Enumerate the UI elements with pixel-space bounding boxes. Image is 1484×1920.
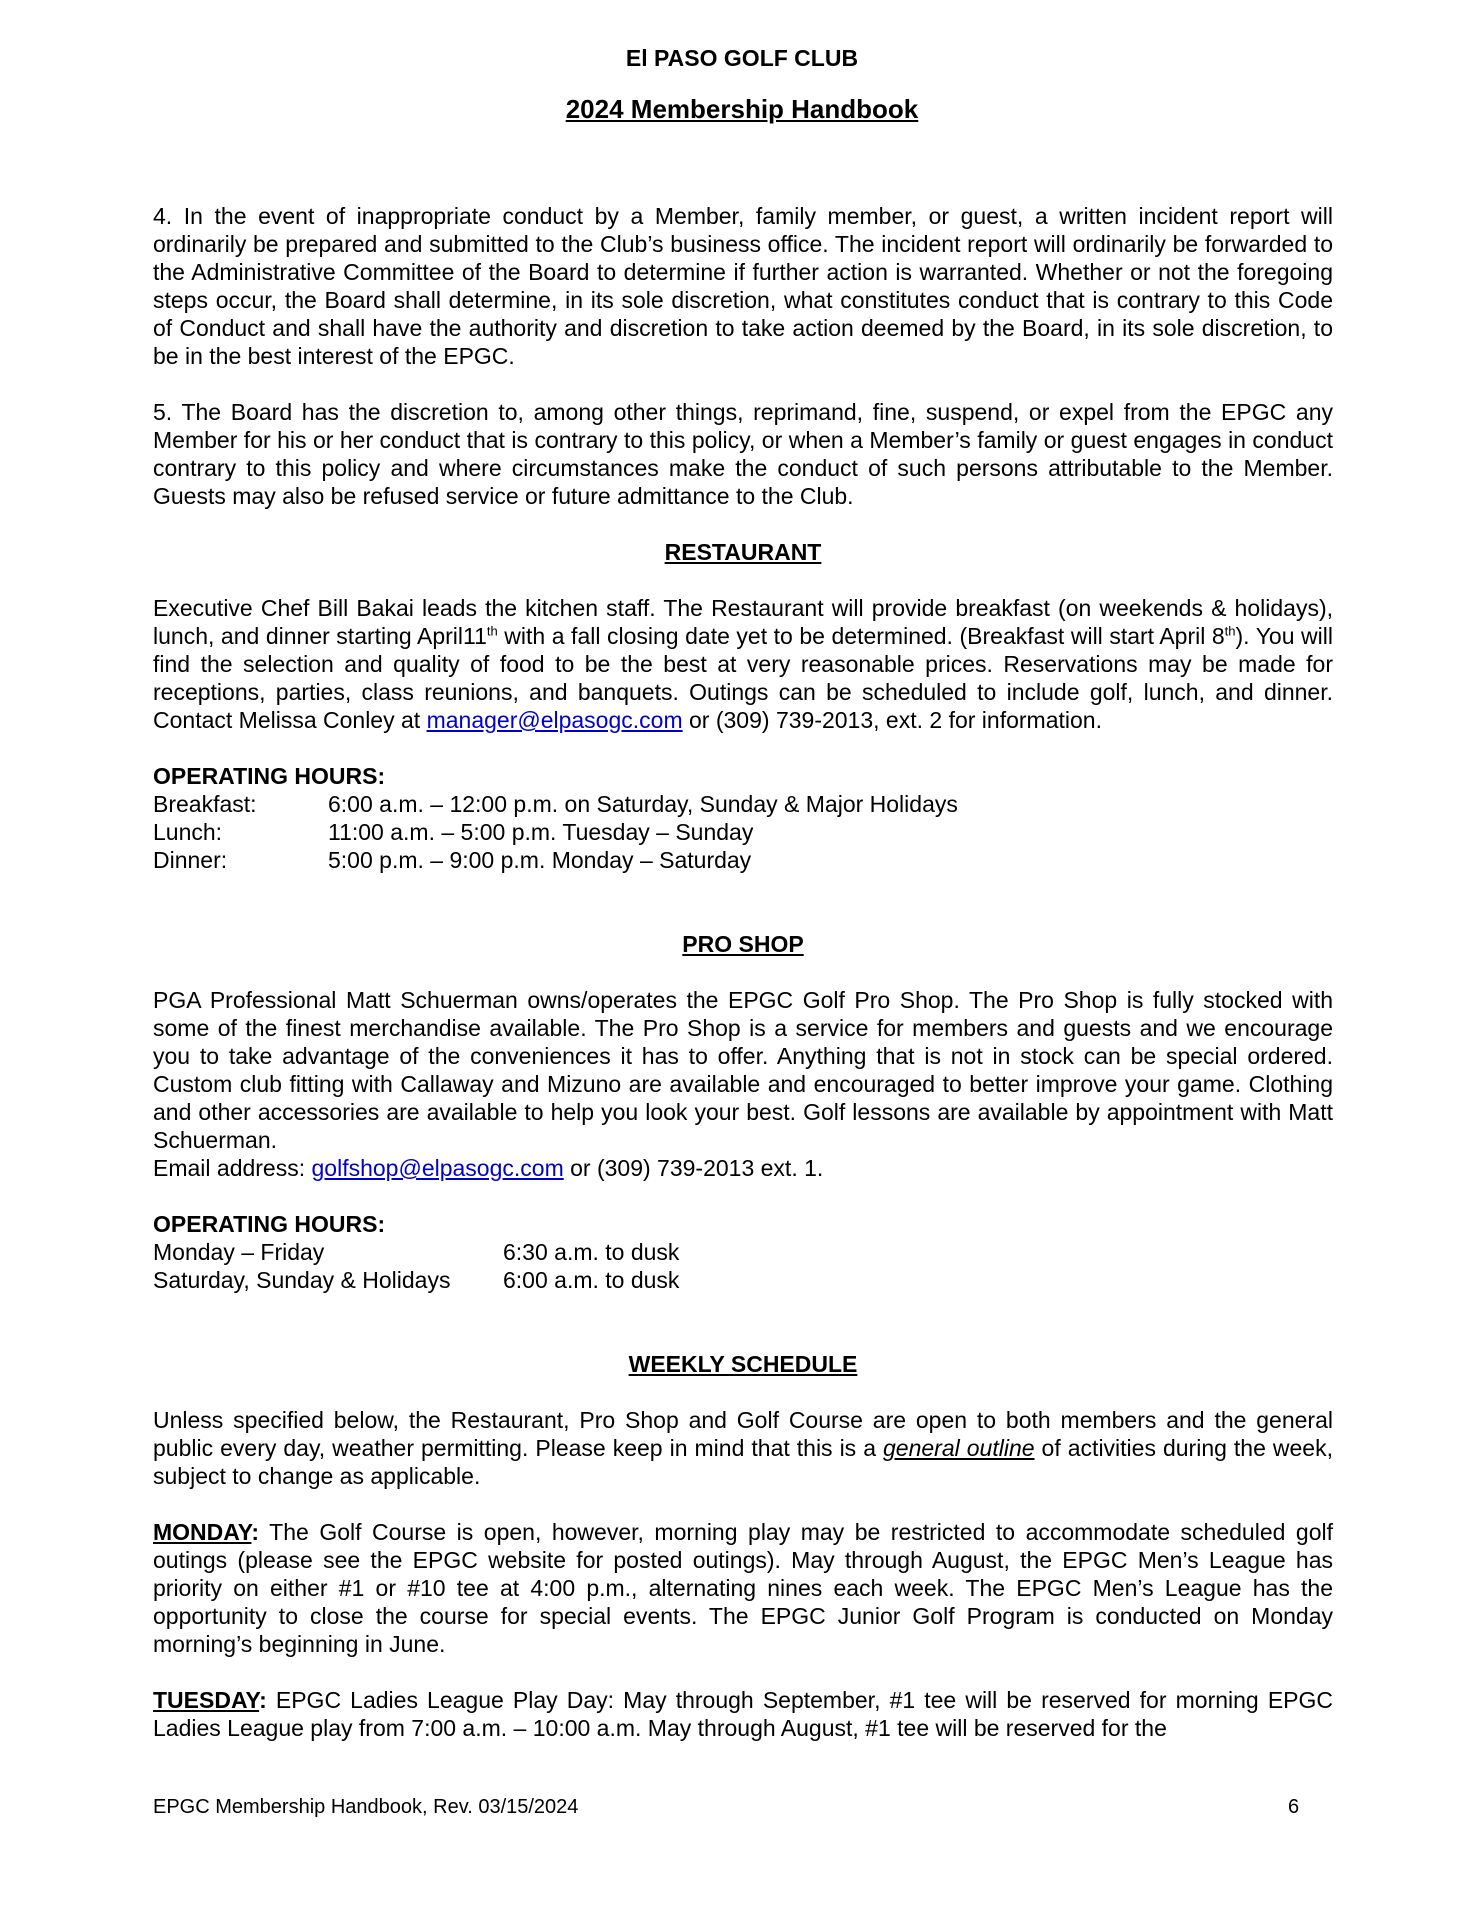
restaurant-heading: RESTAURANT: [664, 539, 822, 565]
hours-days: Saturday, Sunday & Holidays: [153, 1267, 451, 1293]
hours-time: 6:30 a.m. to dusk: [503, 1239, 680, 1265]
weekly-intro-paragraph: [153, 1406, 1333, 1490]
restaurant-text-1: Executive Chef Bill Bakai leads the kitchen staff. The Restaurant will provide breakfast (on weekends & holidays), lunch, and dinner starting April11: [153, 595, 1333, 649]
monday-label: MONDAY: [153, 1519, 252, 1545]
meal-time: 11:00 a.m. – 5:00 p.m. Tuesday – Sunday: [328, 819, 754, 845]
pro-shop-hours-label: OPERATING HOURS:: [153, 1211, 386, 1237]
tuesday-colon: :: [259, 1687, 267, 1713]
weekly-schedule-heading: WEEKLY SCHEDULE: [628, 1351, 858, 1377]
pro-shop-email-suffix: or (309) 739-2013 ext. 1.: [563, 1155, 824, 1181]
restaurant-hours-row: [153, 818, 1333, 846]
weekly-intro-2: of activities during the week, subject to change as applicable.: [153, 1435, 1333, 1489]
restaurant-paragraph: [153, 594, 1333, 734]
monday-colon: :: [251, 1519, 260, 1545]
pro-shop-hours-row: [153, 1238, 1333, 1266]
restaurant-text-3: ). You will find the selection and quality of food to be the best at very reasonable prices. Reservations may be made for receptions, parties, class reunions, and banquets. Outings can be scheduled to include golf, lunch, and dinner. Contact Melissa Conley at: [153, 623, 1333, 733]
restaurant-text-4: or (309) 739-2013, ext. 2 for information.: [682, 707, 1102, 733]
restaurant-hours-row: [153, 790, 1333, 818]
pro-shop-hours-row: [153, 1266, 1333, 1294]
conduct-paragraph-5: 5. The Board has the discretion to, among other things, reprimand, fine, suspend, or expel from the EPGC any Member for his or her conduct that is contrary to this policy, or when a Member’s family or guest engages in conduct contrary to this policy and where circumstances make the conduct of such persons attributable to the Member. Guests may also be refused service or future admittance to the Club.: [153, 399, 1333, 509]
handbook-title: 2024 Membership Handbook: [565, 94, 919, 124]
tuesday-label: TUESDAY: [153, 1687, 260, 1713]
meal-time: 5:00 p.m. – 9:00 p.m. Monday – Saturday: [328, 847, 752, 873]
restaurant-hours-label: OPERATING HOURS:: [153, 763, 386, 789]
meal-label: Lunch:: [153, 819, 223, 845]
restaurant-text-2: with a fall closing date yet to be determined. (Breakfast will start April 8: [497, 623, 1225, 649]
restaurant-sup-2: th: [1224, 623, 1236, 639]
hours-days: Monday – Friday: [153, 1239, 325, 1265]
monday-text: The Golf Course is open, however, morning play may be restricted to accommodate scheduled golf outings (please see the EPGC website for posted outings). May through August, the EPGC Men’s League has priority on either #1 or #10 tee at 4:00 p.m., alternating nines each week. The EPGC Men’s League has the opportunity to close the course for special events. The EPGC Junior Golf Program is conducted on Monday morning’s beginning in June.: [153, 1519, 1333, 1657]
restaurant-hours-row: [153, 846, 1333, 874]
pro-shop-email-line: [153, 1154, 1333, 1182]
hours-time: 6:00 a.m. to dusk: [503, 1267, 680, 1293]
meal-label: Dinner:: [153, 847, 228, 873]
page-content: [153, 202, 1333, 1742]
tuesday-paragraph: [153, 1686, 1333, 1742]
pro-shop-email-label: Email address:: [153, 1155, 312, 1181]
pro-shop-paragraph: PGA Professional Matt Schuerman owns/operates the EPGC Golf Pro Shop. The Pro Shop is fully stocked with some of the finest merchandise available. The Pro Shop is a service for members and guests and we encourage you to take advantage of the conveniences it has to offer. Anything that is not in stock can be special ordered. Custom club fitting with Callaway and Mizuno are available and encouraged to better improve your game. Clothing and other accessories are available to help you look your best. Golf lessons are available by appointment with Matt Schuerman.: [153, 987, 1333, 1153]
footer-revision: EPGC Membership Handbook, Rev. 03/15/2024: [153, 1796, 579, 1818]
monday-paragraph: [153, 1518, 1333, 1658]
pro-shop-heading: PRO SHOP: [682, 931, 804, 957]
meal-label: Breakfast:: [153, 791, 257, 817]
conduct-paragraph-4: 4. In the event of inappropriate conduct by a Member, family member, or guest, a written incident report will ordinarily be prepared and submitted to the Club’s business office. The incident report will ordinarily be forwarded to the Administrative Committee of the Board to determine if further action is warranted. Whether or not the foregoing steps occur, the Board shall determine, in its sole discretion, what constitutes conduct that is contrary to this Code of Conduct and shall have the authority and discretion to take action deemed by the Board, in its sole discretion, to be in the best interest of the EPGC.: [153, 203, 1333, 369]
tuesday-text: EPGC Ladies League Play Day: May through September, #1 tee will be reserved for morning EPGC Ladies League play from 7:00 a.m. – 10:00 a.m. May through August, #1 tee will be reserved for the: [153, 1687, 1333, 1741]
meal-time: 6:00 a.m. – 12:00 p.m. on Saturday, Sunday & Major Holidays: [328, 791, 958, 817]
page-number: 6: [1288, 1796, 1300, 1818]
restaurant-email-link[interactable]: manager@elpasogc.com: [426, 707, 683, 733]
weekly-intro-emphasis: general outline: [883, 1435, 1035, 1461]
pro-shop-email-link[interactable]: golfshop@elpasogc.com: [311, 1155, 564, 1181]
weekly-intro-1: Unless specified below, the Restaurant, Pro Shop and Golf Course are open to both members and the general public every day, weather permitting. Please keep in mind that this is a: [153, 1407, 1333, 1461]
restaurant-sup-1: th: [486, 623, 498, 639]
club-name: El PASO GOLF CLUB: [625, 45, 859, 71]
